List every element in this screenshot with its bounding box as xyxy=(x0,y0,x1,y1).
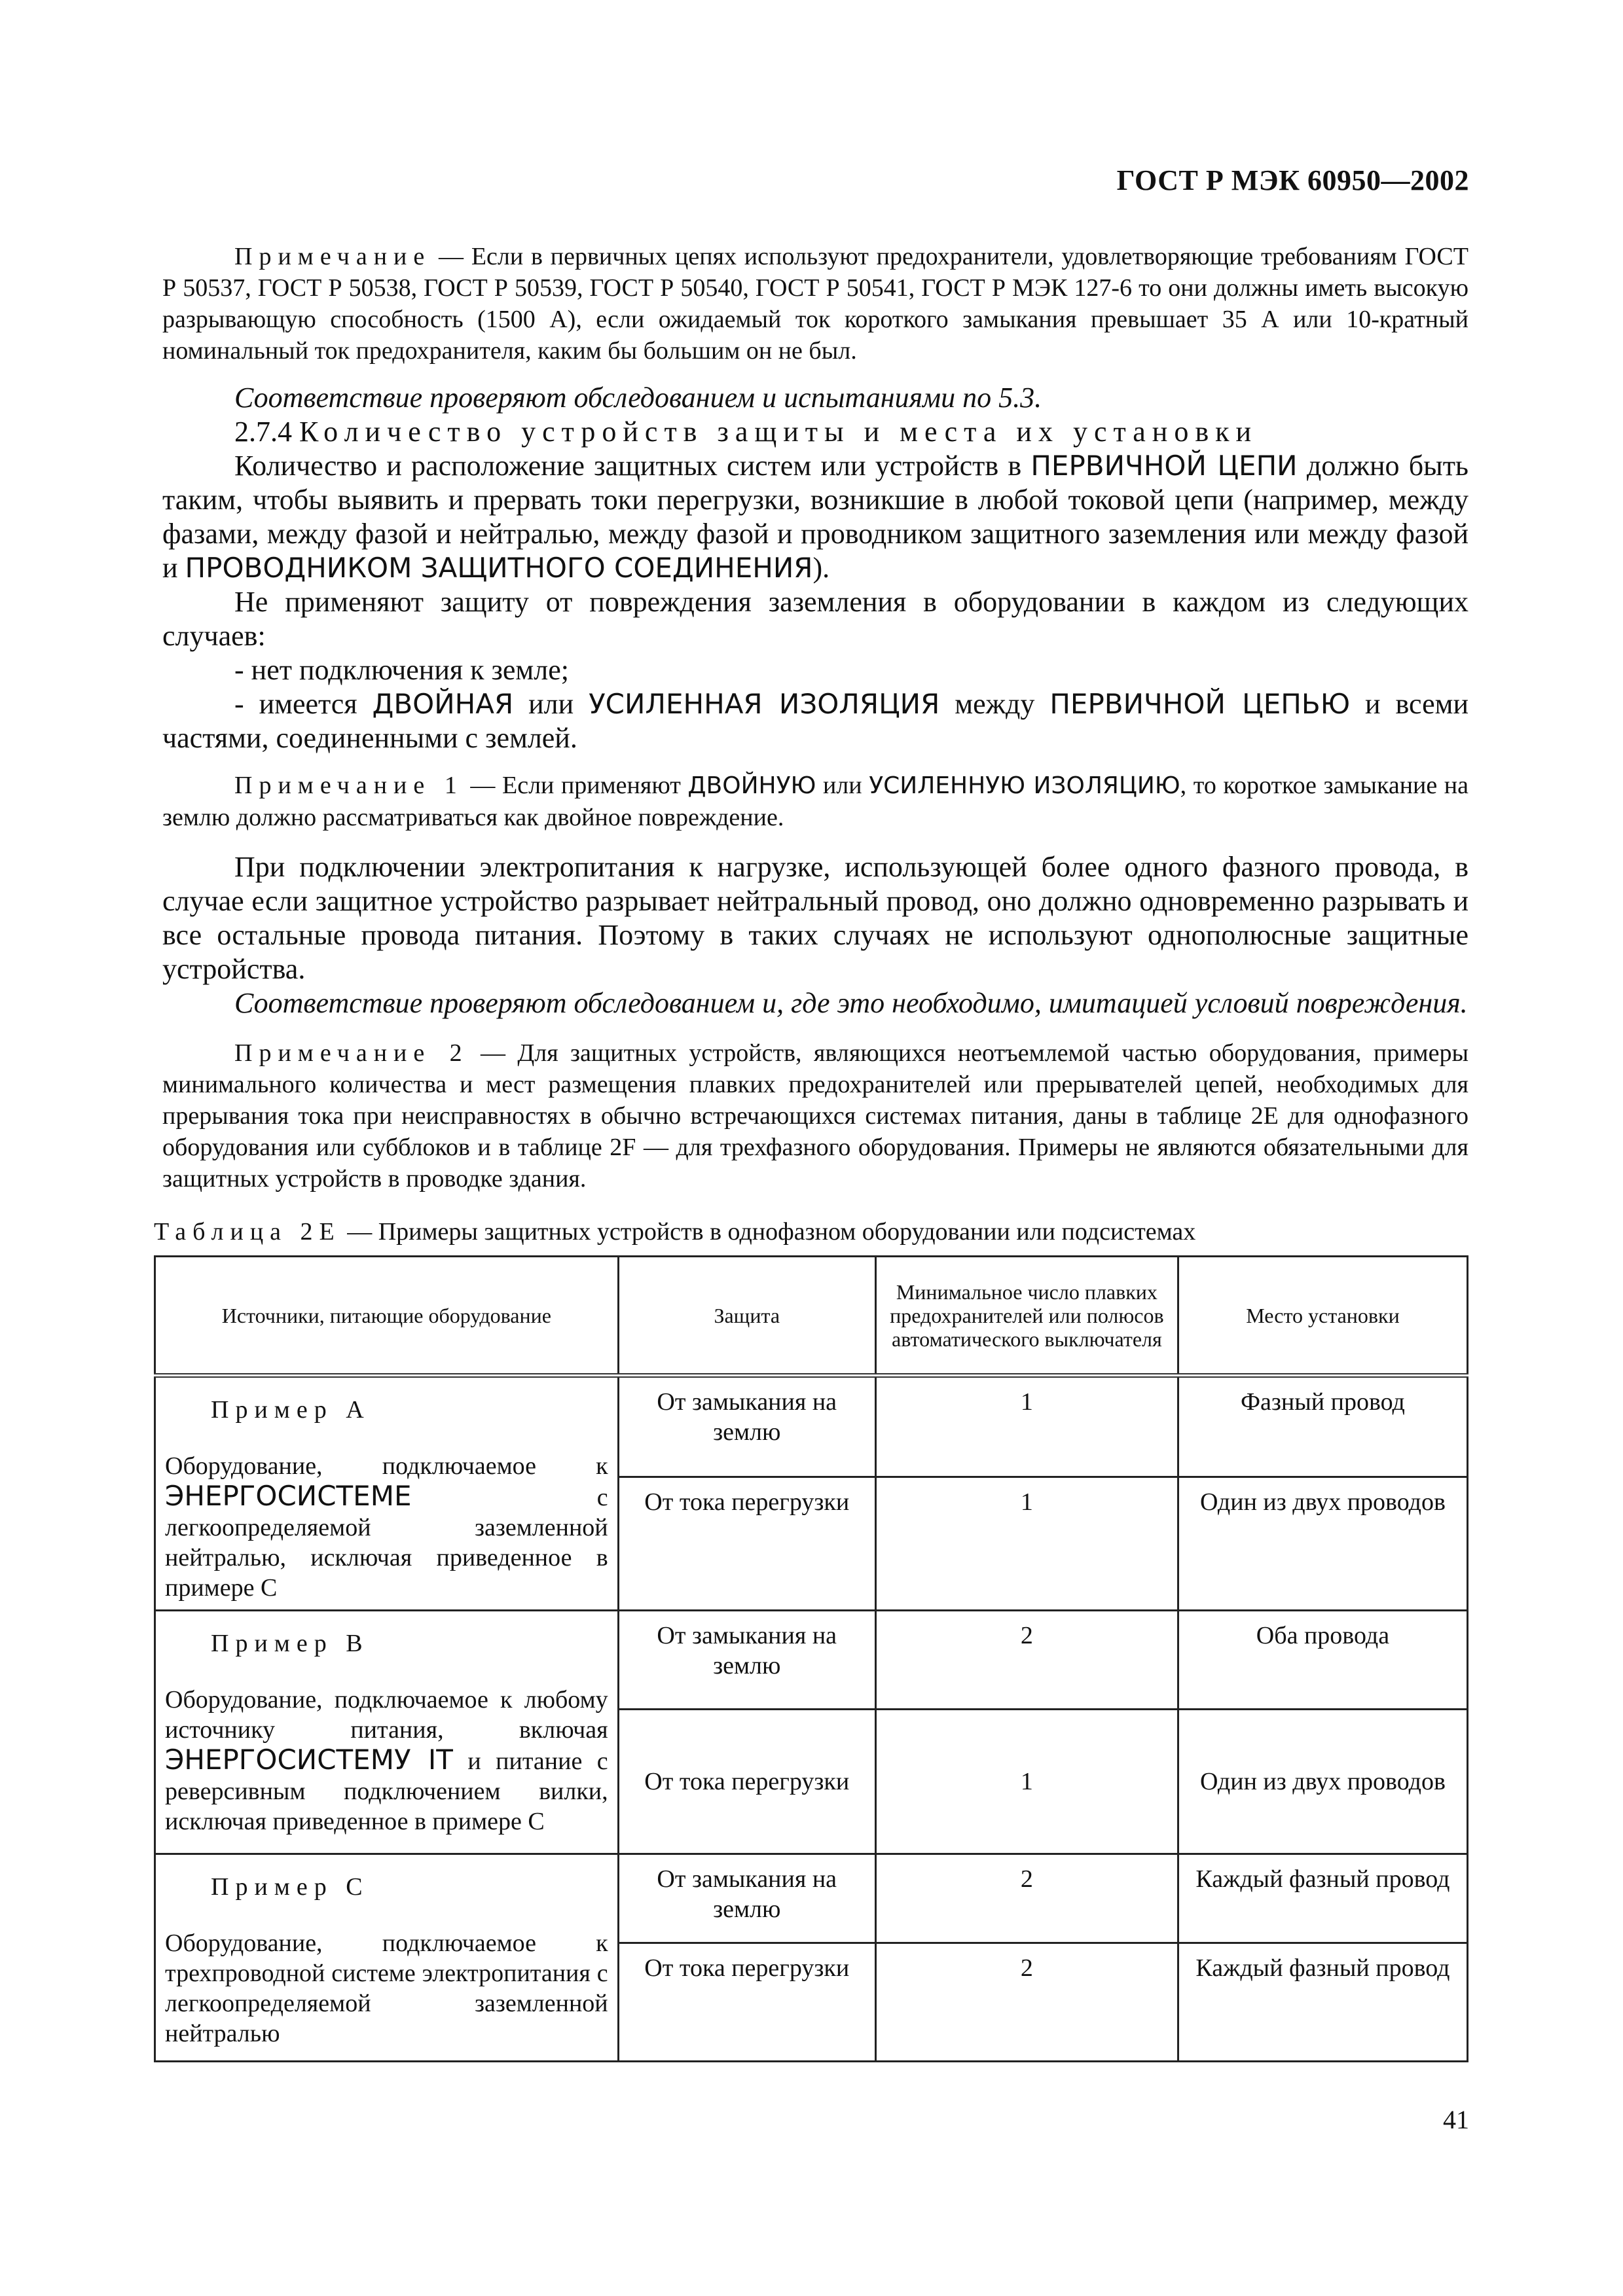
text-run: или xyxy=(513,688,589,720)
note-label: Примечание 1 xyxy=(234,772,464,799)
example-label: Пример А xyxy=(211,1396,371,1424)
count-cell: 2 xyxy=(875,1611,1178,1710)
note-text: — Если в первичных цепях используют предохранители, удовлетворяющие требованиям ГОСТ Р 50537, ГОСТ Р 50538, ГОСТ Р 50539, ГОСТ Р 50540, ГОСТ Р 50541, ГОСТ Р МЭК 127-6 то они должны иметь высокую разрывающую способность (1500 А), если ожидаемый ток короткого замыкания превышает 35 А или 10-кратный номинальный ток предохранителя, каким бы большим он не был. xyxy=(162,243,1468,365)
section-heading xyxy=(162,415,1468,449)
protection-cell: От тока перегрузки xyxy=(618,1710,875,1854)
compliance-statement: Соответствие проверяют обследованием и, где это необходимо, имитацией условий повреждения. xyxy=(234,987,1468,1019)
section-number: 2.7.4 xyxy=(234,416,292,448)
document-header: ГОСТ Р МЭК 60950—2002 xyxy=(1116,164,1469,196)
protection-cell: От тока перегрузки xyxy=(618,1943,875,2062)
example-source-cell xyxy=(155,1376,619,1611)
example-description: Оборудование, подключаемое к трехпроводной системе электропитания с легкоопределяемой заземленной нейтралью xyxy=(165,1929,608,2047)
text-run: — Если применяют xyxy=(463,772,688,799)
table-caption-label: Таблица 2Е xyxy=(154,1218,341,1246)
column-header-location: Место установки xyxy=(1178,1257,1467,1376)
defined-term: УСИЛЕННУЮ ИЗОЛЯЦИЮ xyxy=(869,772,1180,799)
defined-term: ПЕРВИЧНОЙ ЦЕПИ xyxy=(1030,450,1298,482)
defined-term: ПЕРВИЧНОЙ ЦЕПЬЮ xyxy=(1049,688,1351,720)
note-label: Примечание xyxy=(234,243,431,270)
text-run: - имеется xyxy=(234,688,373,720)
note-2 xyxy=(162,1037,1468,1194)
count-cell: 1 xyxy=(875,1710,1178,1854)
text-run: ). xyxy=(812,552,830,584)
defined-term: ДВОЙНУЮ xyxy=(687,772,816,799)
defined-term: ДВОЙНАЯ xyxy=(372,688,514,720)
protection-cell: От замыкания на землю xyxy=(618,1611,875,1710)
count-cell: 1 xyxy=(875,1376,1178,1477)
table-caption xyxy=(154,1217,1195,1246)
defined-term: ЭНЕРГОСИСТЕМЕ xyxy=(165,1480,412,1512)
text-run: и всеми частями, соединенными с землей. xyxy=(162,688,1468,754)
example-description xyxy=(165,1451,608,1603)
example-description xyxy=(165,1685,608,1837)
example-label: Пример С xyxy=(211,1873,369,1901)
text-run: , то короткое замыкание на землю должно рассматриваться как двойное повреждение. xyxy=(162,772,1469,831)
compliance-statement: Соответствие проверяют обследованием и испытаниями по 5.3. xyxy=(234,382,1042,414)
table-row xyxy=(155,1611,1468,1710)
paragraph-neutral-break: При подключении электропитания к нагрузке, использующей более одного фазного провода, в случае если защитное устройство разрывает нейтральный провод, оно должно одновременно разрывать и все остальные провода питания. Поэтому в таких случаях не используют однополюсные защитные устройства. xyxy=(162,851,1468,985)
example-label: Пример В xyxy=(211,1630,369,1657)
note-label: Примечание 2 xyxy=(234,1039,469,1067)
list-item xyxy=(162,687,1468,755)
text-run: должно быть таким, чтобы выявить и прервать токи перегрузки, возникшие в любой токовой цепи (например, между фазами, между фазой и нейтралью, между фазой и проводником защитного заземления или между фазой и xyxy=(162,450,1468,584)
text-run: Количество и расположение защитных систем или устройств в xyxy=(234,450,1031,482)
text-run: или xyxy=(816,772,869,799)
location-cell: Один из двух проводов xyxy=(1178,1710,1467,1854)
text-run: Оборудование, подключаемое к xyxy=(165,1452,608,1480)
text-run: с легкоопределяемой заземленной нейтралью, исключая приведенное в примере С xyxy=(165,1484,608,1602)
page-number: 41 xyxy=(1443,2105,1469,2134)
table-2e xyxy=(154,1255,1468,2062)
count-cell: 2 xyxy=(875,1854,1178,1943)
note-1 xyxy=(162,770,1468,833)
protection-cell: От замыкания на землю xyxy=(618,1376,875,1477)
document-body xyxy=(162,241,1468,1209)
defined-term: ПРОВОДНИКОМ ЗАЩИТНОГО СОЕДИНЕНИЯ xyxy=(185,552,813,584)
text-run: и питание с реверсивным подключением вилки, исключая приведенное в примере С xyxy=(165,1748,608,1835)
table-caption-text: — Примеры защитных устройств в однофазном оборудовании или подсистемах xyxy=(340,1218,1196,1246)
table-row xyxy=(155,1854,1468,1943)
location-cell: Фазный провод xyxy=(1178,1376,1467,1477)
location-cell: Каждый фазный провод xyxy=(1178,1943,1467,2062)
list-item: - нет подключения к земле; xyxy=(234,654,569,686)
paragraph-protection-location xyxy=(162,449,1468,585)
location-cell: Каждый фазный провод xyxy=(1178,1854,1467,1943)
column-header-protection: Защита xyxy=(618,1257,875,1376)
count-cell: 2 xyxy=(875,1943,1178,2062)
note-fuses xyxy=(162,241,1468,367)
protection-cell: От тока перегрузки xyxy=(618,1477,875,1611)
table-row xyxy=(155,1376,1468,1477)
location-cell: Оба провода xyxy=(1178,1611,1467,1710)
count-cell: 1 xyxy=(875,1477,1178,1611)
paragraph-earth-fault: Не применяют защиту от повреждения заземления в оборудовании в каждом из следующих случаев: xyxy=(162,586,1468,652)
note-text: — Для защитных устройств, являющихся неотъемлемой частью оборудования, примеры минимального количества и мест размещения плавких предохранителей или прерывателей цепей, необходимых для прерывания тока при неисправностях в обычно встречающихся системах питания, даны в таблице 2Е для однофазного оборудования или субблоков и в таблице 2F — для трехфазного оборудования. Примеры не являются обязательными для защитных устройств в проводке здания. xyxy=(162,1039,1468,1193)
defined-term: УСИЛЕННАЯ ИЗОЛЯЦИЯ xyxy=(589,688,940,720)
defined-term: ЭНЕРГОСИСТЕМУ IT xyxy=(165,1744,453,1776)
column-header-source: Источники, питающие оборудование xyxy=(155,1257,619,1376)
table-header-row xyxy=(155,1257,1468,1376)
example-source-cell xyxy=(155,1611,619,1854)
example-source-cell xyxy=(155,1854,619,2062)
protection-cell: От замыкания на землю xyxy=(618,1854,875,1943)
text-run: между xyxy=(939,688,1050,720)
location-cell: Один из двух проводов xyxy=(1178,1477,1467,1611)
section-title: Количество устройств защиты и места их установки xyxy=(299,416,1258,448)
text-run: Оборудование, подключаемое к любому источнику питания, включая xyxy=(165,1686,608,1744)
column-header-min-count: Минимальное число плавких предохранителей или полюсов автоматического выключателя xyxy=(875,1257,1178,1376)
